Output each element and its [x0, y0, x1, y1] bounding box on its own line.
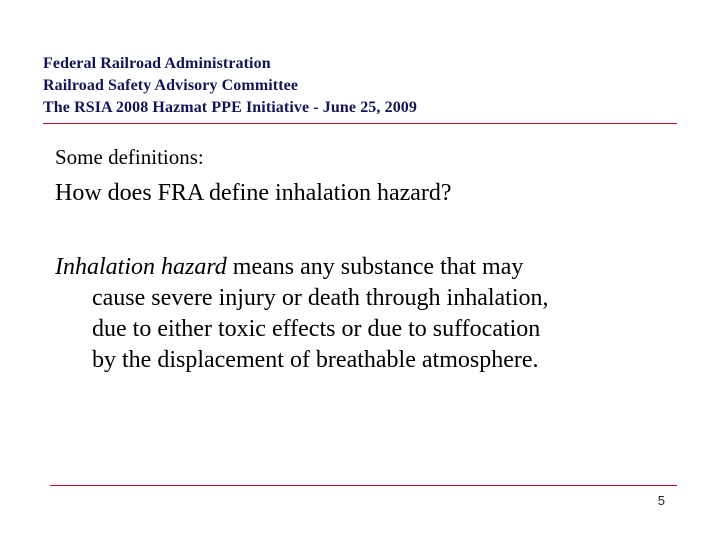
definition-paragraph [55, 252, 675, 376]
header-committee: Railroad Safety Advisory Committee [43, 77, 299, 94]
definition-line-1 [55, 252, 675, 283]
defined-term: Inhalation hazard [55, 254, 227, 280]
definition-line-2: cause severe injury or death through inhalation, [92, 285, 549, 311]
header-agency: Federal Railroad Administration [43, 55, 271, 72]
header-divider [43, 123, 677, 124]
definition-line-4: by the displacement of breathable atmosphere. [92, 347, 539, 373]
footer-divider [50, 485, 677, 486]
page-number: 5 [657, 493, 665, 508]
section-subtitle: Some definitions: [55, 145, 204, 169]
question-text: How does FRA define inhalation hazard? [55, 180, 452, 206]
definition-line-3: due to either toxic effects or due to suffocation [92, 316, 541, 342]
definition-text-1: means any substance that may [226, 254, 524, 280]
slide-header [43, 53, 417, 119]
header-initiative: The RSIA 2008 Hazmat PPE Initiative - June 25, 2009 [43, 99, 417, 116]
